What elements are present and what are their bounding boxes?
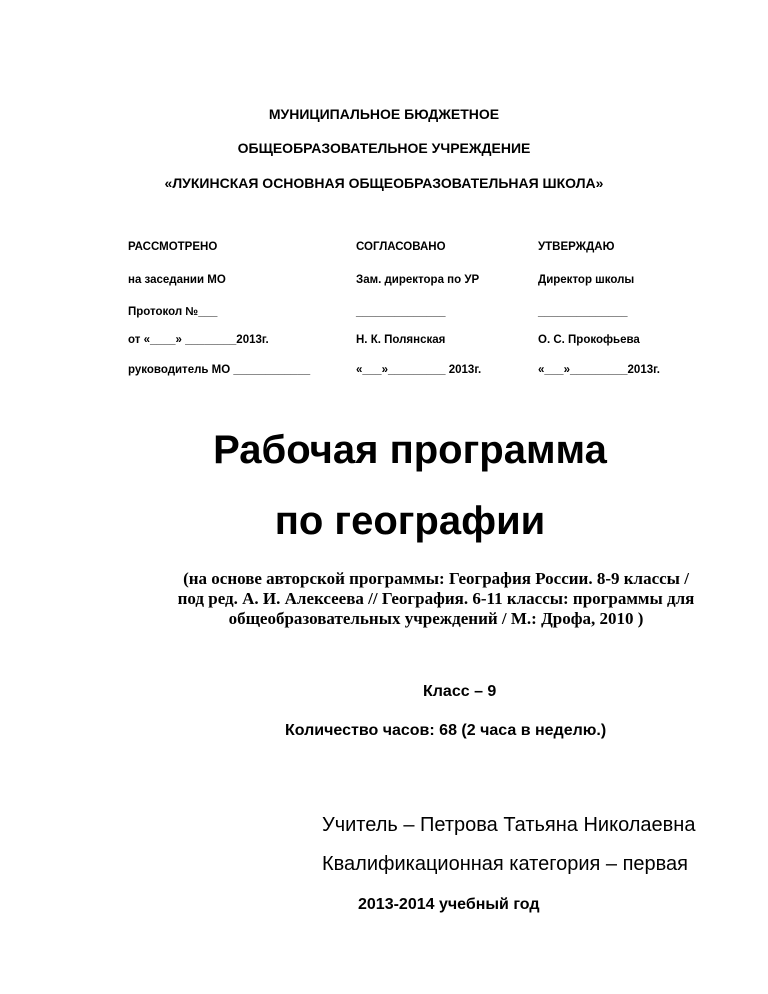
school-type-line: МУНИЦИПАЛЬНОЕ БЮДЖЕТНОЕ <box>268 106 500 122</box>
agreed-signature-line: ______________ <box>356 306 446 318</box>
program-basis-line: под ред. А. И. Алексеева // География. 6-11 классы: программы для <box>177 589 695 608</box>
institution-type-line: ОБЩЕОБРАЗОВАТЕЛЬНОЕ УЧРЕЖДЕНИЕ <box>237 140 531 156</box>
agreed-name: Н. К. Полянская <box>356 334 446 346</box>
teacher-name: Учитель – Петрова Татьяна Николаевна <box>322 814 696 836</box>
class-info: Класс – 9 <box>423 683 497 700</box>
approved-position: Директор школы <box>538 274 635 286</box>
approved-date: «___»_________2013г. <box>538 364 660 376</box>
reviewed-protocol: Протокол №___ <box>128 306 218 318</box>
school-year: 2013-2014 учебный год <box>358 896 540 913</box>
program-basis-line: общеобразовательных учреждений / М.: Дрофа, 2010 ) <box>228 609 644 628</box>
agreed-date: «___»_________ 2013г. <box>356 364 482 376</box>
reviewed-head-signature: руководитель МО ____________ <box>128 364 311 376</box>
approved-heading: УТВЕРЖДАЮ <box>538 241 615 253</box>
program-basis-note <box>120 569 752 629</box>
approved-name: О. С. Прокофьева <box>538 334 640 346</box>
program-basis-line: (на основе авторской программы: География России. 8-9 классы / <box>183 569 689 588</box>
reviewed-heading: РАССМОТРЕНО <box>128 241 218 253</box>
document-title-line1: Рабочая программа <box>213 428 607 472</box>
agreed-heading: СОГЛАСОВАНО <box>356 241 446 253</box>
document-title-line2: по географии <box>274 499 546 543</box>
reviewed-date: от «____» ________2013г. <box>128 334 269 346</box>
agreed-position: Зам. директора по УР <box>356 274 480 286</box>
reviewed-meeting: на заседании МО <box>128 274 226 286</box>
school-name-line: «ЛУКИНСКАЯ ОСНОВНАЯ ОБЩЕОБРАЗОВАТЕЛЬНАЯ ШКОЛА» <box>164 175 604 191</box>
teacher-category: Квалификационная категория – первая <box>322 853 689 875</box>
approved-signature-line: ______________ <box>538 306 628 318</box>
hours-info: Количество часов: 68 (2 часа в неделю.) <box>285 722 607 739</box>
